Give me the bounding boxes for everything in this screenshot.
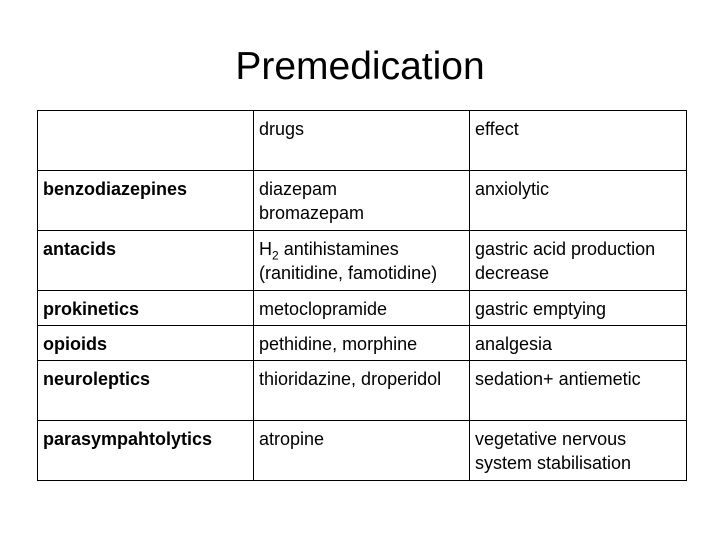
drug-line: (ranitidine, famotidine) <box>259 263 438 283</box>
drug-suffix: antihistamines <box>278 239 399 259</box>
drug-line: metoclopramide <box>259 299 388 319</box>
effect-cell <box>470 421 687 481</box>
drug-subscript: 2 <box>272 248 279 263</box>
effect-line: vegetative nervous <box>475 429 627 449</box>
effect-line: anxiolytic <box>475 179 550 199</box>
drug-line: diazepam <box>259 179 338 199</box>
drugs-cell <box>254 291 470 326</box>
header-category-cell <box>38 111 254 171</box>
table-header-row <box>38 111 687 171</box>
drug-line: atropine <box>259 429 325 449</box>
effect-cell <box>470 326 687 361</box>
premedication-table <box>37 110 687 481</box>
drugs-cell <box>254 231 470 291</box>
drug-line: bromazepam <box>259 203 365 223</box>
table-row <box>38 231 687 291</box>
drugs-cell <box>254 361 470 421</box>
effect-cell <box>470 171 687 231</box>
page-title: Premedication <box>235 45 485 88</box>
header-effect-cell: effect <box>470 111 687 171</box>
table-row <box>38 291 687 326</box>
drug-line <box>259 237 465 261</box>
category-cell: neuroleptics <box>38 361 254 421</box>
effect-line: decrease <box>475 263 550 283</box>
drugs-cell <box>254 421 470 481</box>
effect-line: gastric emptying <box>475 299 607 319</box>
table-row <box>38 421 687 481</box>
drug-prefix: H <box>259 239 272 259</box>
table-row <box>38 326 687 361</box>
category-cell: prokinetics <box>38 291 254 326</box>
drug-line: pethidine, morphine <box>259 334 418 354</box>
effect-line: gastric acid production <box>475 239 656 259</box>
effect-cell <box>470 231 687 291</box>
category-cell: opioids <box>38 326 254 361</box>
category-cell: benzodiazepines <box>38 171 254 231</box>
table-row <box>38 171 687 231</box>
header-drugs-cell: drugs <box>254 111 470 171</box>
drugs-cell <box>254 171 470 231</box>
effect-cell <box>470 361 687 421</box>
category-cell: parasympahtolytics <box>38 421 254 481</box>
drugs-cell <box>254 326 470 361</box>
table-row <box>38 361 687 421</box>
effect-cell <box>470 291 687 326</box>
category-cell: antacids <box>38 231 254 291</box>
effect-line: system stabilisation <box>475 453 632 473</box>
effect-line: analgesia <box>475 334 553 354</box>
drug-line: thioridazine, droperidol <box>259 369 442 389</box>
effect-line: sedation+ antiemetic <box>475 369 641 389</box>
